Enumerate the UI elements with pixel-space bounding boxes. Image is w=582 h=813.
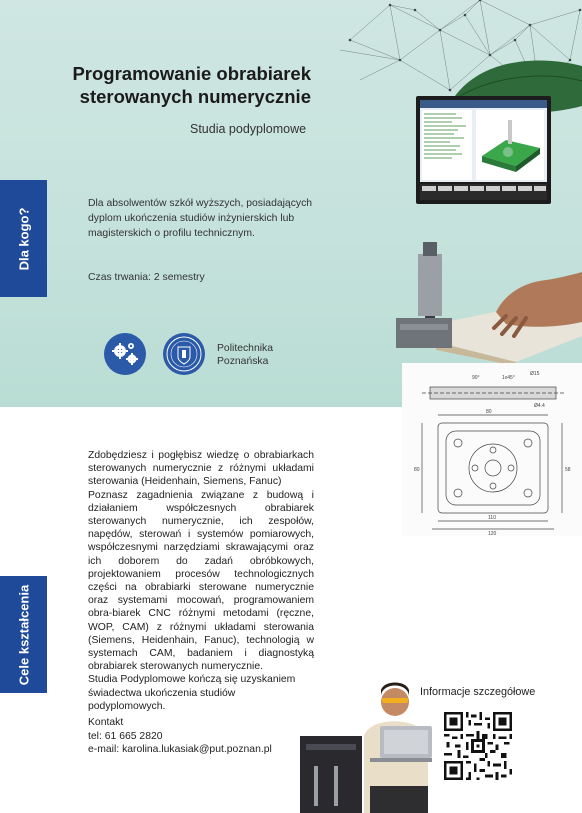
page-title: Programowanie obrabiarek sterowanych numerycznie — [72, 63, 311, 107]
technical-drawing — [402, 363, 582, 536]
svg-text:80: 80 — [414, 467, 420, 473]
student-photo — [300, 676, 436, 813]
svg-text:120: 120 — [488, 531, 497, 536]
target-audience-text: Dla absolwentów szkół wyższych, posiadających dyplom ukończenia studiów inżynierskich lub magisterskich o profilu technicznym. — [88, 198, 313, 239]
svg-text:110: 110 — [488, 515, 496, 521]
tab-who: Dla kogo? — [0, 180, 47, 297]
description-paragraph: Zdobędziesz i pogłębisz wiedzę o obrabiarkach sterowanych numerycznie z różnymi układami sterowania (Heidenhain, Siemens, Fanuc) — [88, 450, 314, 488]
duration-text: Czas trwania: 2 semestry — [88, 272, 205, 283]
machining-photo — [396, 232, 582, 366]
more-info-label: Informacje szczegółowe — [420, 686, 536, 698]
svg-text:80: 80 — [486, 409, 492, 415]
program-description — [88, 449, 314, 713]
svg-text:90°: 90° — [472, 375, 480, 381]
svg-text:58: 58 — [565, 467, 571, 473]
svg-text:1x45°: 1x45° — [502, 375, 515, 381]
institution-name: Politechnika Poznańska — [217, 343, 274, 367]
university-emblem-icon — [163, 333, 205, 375]
cnc-control-screen-image — [416, 96, 551, 204]
description-paragraph: Poznasz zagadnienia związane z budową i działaniem współczesnych obrabiarek sterowanych numerycznie, ich zespołów, napędów, sterowań i systemów pomiarowych, współczesnymi narzędziami skrawającymi oraz ich doborem do zadań obróbkowych, projektowaniem procesów technologicznych części na obrabiarki sterowane numerycznie oraz systemami mocowań, programowaniem obra-biarek CNC różnymi metodami (ręczne, WOP, CAM) z różnymi układami sterowania (Siemens, Heidenhain, Fanuc), technologią w systemach CAM, badaniem i diagnostyką obrabiarek sterowanych numerycznie. — [88, 489, 314, 673]
tab-goals: Cele kształcenia — [0, 576, 47, 693]
contact-email[interactable]: e-mail: karolina.lukasiak@put.poznan.pl — [88, 744, 272, 755]
description-paragraph: Studia Podyplomowe kończą się uzyskaniem świadectwa ukończenia studiów podyplomowych. — [88, 674, 296, 712]
contact-block — [88, 716, 272, 757]
svg-text:Ø15: Ø15 — [530, 371, 540, 377]
page-subtitle: Studia podyplomowe — [190, 122, 307, 136]
contact-phone[interactable]: tel: 61 665 2820 — [88, 730, 163, 742]
contact-heading: Kontakt — [88, 717, 124, 728]
gears-logo-icon — [104, 333, 146, 375]
svg-text:Ø4.4: Ø4.4 — [534, 403, 545, 409]
qr-code-icon[interactable] — [444, 712, 512, 780]
